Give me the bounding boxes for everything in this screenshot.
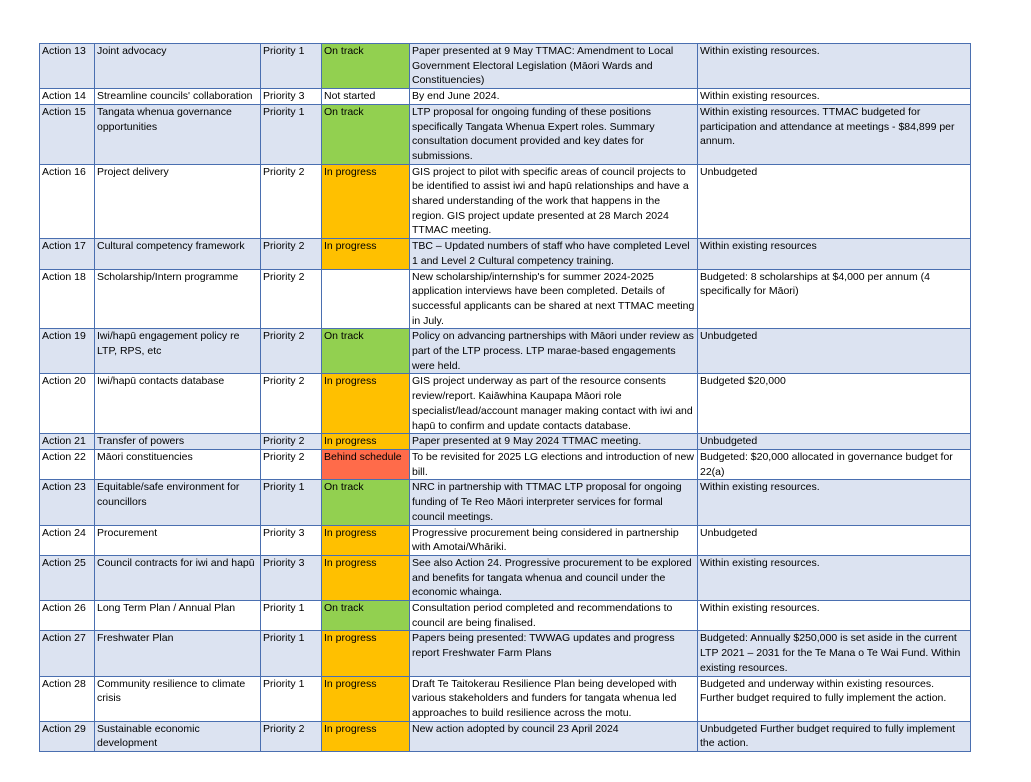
status-cell: On track <box>322 104 410 164</box>
action-name-cell: Freshwater Plan <box>95 631 261 676</box>
table-row <box>40 601 971 631</box>
action-name-cell: Joint advocacy <box>95 44 261 89</box>
progress-update-cell: GIS project underway as part of the resource consents review/report. Kaiāwhina Kaupapa Māori role specialist/lead/account manager making contact with iwi and hapū to confirm and update contacts database. <box>410 374 698 434</box>
progress-update-cell: Papers being presented: TWWAG updates and progress report Freshwater Farm Plans <box>410 631 698 676</box>
action-name-cell: Community resilience to climate crisis <box>95 676 261 721</box>
action-name-cell: Equitable/safe environment for councillors <box>95 480 261 525</box>
action-id-cell: Action 22 <box>40 449 95 479</box>
action-name-cell: Council contracts for iwi and hapū <box>95 555 261 600</box>
action-name-cell: Iwi/hapū engagement policy re LTP, RPS, etc <box>95 329 261 374</box>
action-id-cell: Action 29 <box>40 721 95 751</box>
priority-cell: Priority 1 <box>261 44 322 89</box>
priority-cell: Priority 2 <box>261 449 322 479</box>
action-plan-table <box>39 43 971 752</box>
action-id-cell: Action 25 <box>40 555 95 600</box>
priority-cell: Priority 2 <box>261 329 322 374</box>
progress-update-cell: Policy on advancing partnerships with Māori under review as part of the LTP process. LTP marae-based engagements were held. <box>410 329 698 374</box>
priority-cell: Priority 1 <box>261 631 322 676</box>
progress-update-cell: By end June 2024. <box>410 89 698 105</box>
action-name-cell: Transfer of powers <box>95 434 261 450</box>
action-name-cell: Streamline councils' collaboration <box>95 89 261 105</box>
progress-update-cell: Consultation period completed and recommendations to council are being finalised. <box>410 601 698 631</box>
table-row <box>40 164 971 239</box>
budget-cell: Within existing resources. TTMAC budgeted for participation and attendance at meetings - $84,899 per annum. <box>698 104 971 164</box>
table-row <box>40 89 971 105</box>
table-row <box>40 676 971 721</box>
table-row <box>40 525 971 555</box>
action-id-cell: Action 18 <box>40 269 95 329</box>
status-cell: Behind schedule <box>322 449 410 479</box>
budget-cell: Budgeted $20,000 <box>698 374 971 434</box>
priority-cell: Priority 1 <box>261 676 322 721</box>
budget-cell: Unbudgeted <box>698 329 971 374</box>
budget-cell: Unbudgeted <box>698 164 971 239</box>
budget-cell: Within existing resources. <box>698 601 971 631</box>
priority-cell: Priority 2 <box>261 239 322 269</box>
action-name-cell: Project delivery <box>95 164 261 239</box>
table-row <box>40 631 971 676</box>
table-row <box>40 269 971 329</box>
table-row <box>40 44 971 89</box>
action-plan-body <box>40 44 971 752</box>
progress-update-cell: To be revisited for 2025 LG elections and introduction of new bill. <box>410 449 698 479</box>
progress-update-cell: TBC – Updated numbers of staff who have completed Level 1 and Level 2 Cultural competency training. <box>410 239 698 269</box>
budget-cell: Within existing resources. <box>698 44 971 89</box>
action-id-cell: Action 19 <box>40 329 95 374</box>
budget-cell: Budgeted and underway within existing resources. Further budget required to fully implement the action. <box>698 676 971 721</box>
progress-update-cell: Draft Te Taitokerau Resilience Plan being developed with various stakeholders and funders for tangata whenua led approaches to build resilience across the motu. <box>410 676 698 721</box>
action-name-cell: Māori constituencies <box>95 449 261 479</box>
table-row <box>40 239 971 269</box>
progress-update-cell: GIS project to pilot with specific areas of council projects to be identified to assist iwi and hapū relationships and have a shared understanding of the work that happens in the region. GIS project update presented at 28 March 2024 TTMAC meeting. <box>410 164 698 239</box>
status-cell <box>322 269 410 329</box>
action-id-cell: Action 24 <box>40 525 95 555</box>
action-id-cell: Action 23 <box>40 480 95 525</box>
priority-cell: Priority 3 <box>261 89 322 105</box>
priority-cell: Priority 2 <box>261 374 322 434</box>
priority-cell: Priority 1 <box>261 601 322 631</box>
action-name-cell: Procurement <box>95 525 261 555</box>
status-cell: In progress <box>322 374 410 434</box>
status-cell: In progress <box>322 631 410 676</box>
priority-cell: Priority 3 <box>261 555 322 600</box>
action-id-cell: Action 16 <box>40 164 95 239</box>
progress-update-cell: New scholarship/internship's for summer 2024-2025 application interviews have been completed. Details of successful applicants can be shared at next TTMAC meeting in July. <box>410 269 698 329</box>
budget-cell: Budgeted: $20,000 allocated in governance budget for 22(a) <box>698 449 971 479</box>
action-name-cell: Cultural competency framework <box>95 239 261 269</box>
action-id-cell: Action 27 <box>40 631 95 676</box>
progress-update-cell: See also Action 24. Progressive procurement to be explored and benefits for tangata whenua and council under the economic whainga. <box>410 555 698 600</box>
table-row <box>40 555 971 600</box>
table-row <box>40 104 971 164</box>
action-name-cell: Sustainable economic development <box>95 721 261 751</box>
progress-update-cell: LTP proposal for ongoing funding of these positions specifically Tangata Whenua Expert roles. Summary consultation document provided and key dates for submissions. <box>410 104 698 164</box>
action-id-cell: Action 21 <box>40 434 95 450</box>
action-id-cell: Action 17 <box>40 239 95 269</box>
progress-update-cell: Paper presented at 9 May TTMAC: Amendment to Local Government Electoral Legislation (Māori Wards and Constituencies) <box>410 44 698 89</box>
status-cell: On track <box>322 329 410 374</box>
status-cell: In progress <box>322 239 410 269</box>
action-id-cell: Action 20 <box>40 374 95 434</box>
status-cell: In progress <box>322 525 410 555</box>
priority-cell: Priority 3 <box>261 525 322 555</box>
priority-cell: Priority 1 <box>261 104 322 164</box>
budget-cell: Unbudgeted <box>698 525 971 555</box>
action-id-cell: Action 13 <box>40 44 95 89</box>
progress-update-cell: NRC in partnership with TTMAC LTP proposal for ongoing funding of Te Reo Māori interpreter services for formal council meetings. <box>410 480 698 525</box>
budget-cell: Within existing resources <box>698 239 971 269</box>
table-row <box>40 329 971 374</box>
action-id-cell: Action 14 <box>40 89 95 105</box>
budget-cell: Budgeted: Annually $250,000 is set aside in the current LTP 2021 – 2031 for the Te Mana o Te Wai Fund. Within existing resources. <box>698 631 971 676</box>
action-name-cell: Tangata whenua governance opportunities <box>95 104 261 164</box>
status-cell: On track <box>322 44 410 89</box>
table-row <box>40 449 971 479</box>
table-row <box>40 721 971 751</box>
action-id-cell: Action 26 <box>40 601 95 631</box>
budget-cell: Within existing resources. <box>698 555 971 600</box>
status-cell: In progress <box>322 676 410 721</box>
priority-cell: Priority 1 <box>261 480 322 525</box>
progress-update-cell: Progressive procurement being considered in partnership with Amotai/Whāriki. <box>410 525 698 555</box>
budget-cell: Unbudgeted Further budget required to fully implement the action. <box>698 721 971 751</box>
priority-cell: Priority 2 <box>261 434 322 450</box>
priority-cell: Priority 2 <box>261 721 322 751</box>
status-cell: In progress <box>322 434 410 450</box>
action-name-cell: Long Term Plan / Annual Plan <box>95 601 261 631</box>
status-cell: On track <box>322 480 410 525</box>
budget-cell: Within existing resources. <box>698 89 971 105</box>
action-id-cell: Action 15 <box>40 104 95 164</box>
status-cell: On track <box>322 601 410 631</box>
progress-update-cell: Paper presented at 9 May 2024 TTMAC meeting. <box>410 434 698 450</box>
table-row <box>40 480 971 525</box>
priority-cell: Priority 2 <box>261 164 322 239</box>
action-name-cell: Iwi/hapū contacts database <box>95 374 261 434</box>
table-row <box>40 374 971 434</box>
status-cell: Not started <box>322 89 410 105</box>
action-id-cell: Action 28 <box>40 676 95 721</box>
table-row <box>40 434 971 450</box>
status-cell: In progress <box>322 555 410 600</box>
progress-update-cell: New action adopted by council 23 April 2024 <box>410 721 698 751</box>
budget-cell: Within existing resources. <box>698 480 971 525</box>
status-cell: In progress <box>322 721 410 751</box>
priority-cell: Priority 2 <box>261 269 322 329</box>
budget-cell: Budgeted: 8 scholarships at $4,000 per annum (4 specifically for Māori) <box>698 269 971 329</box>
budget-cell: Unbudgeted <box>698 434 971 450</box>
action-name-cell: Scholarship/Intern programme <box>95 269 261 329</box>
status-cell: In progress <box>322 164 410 239</box>
